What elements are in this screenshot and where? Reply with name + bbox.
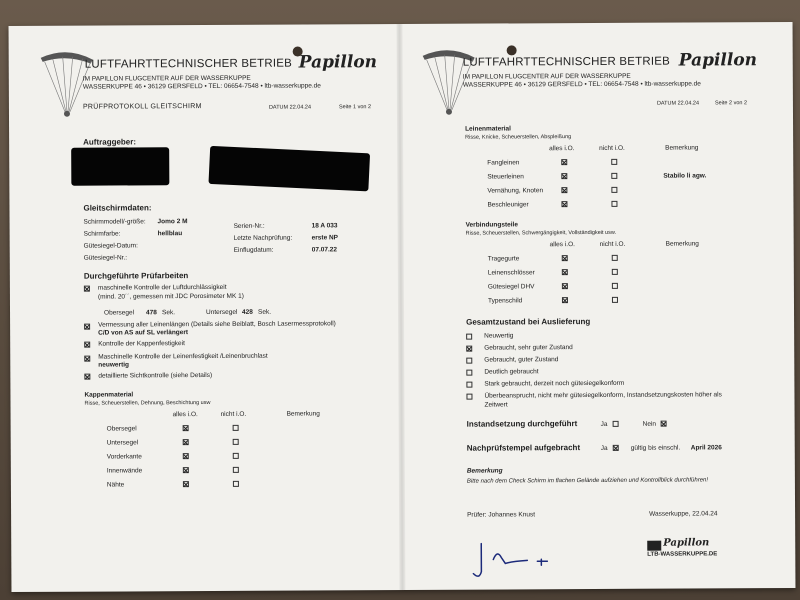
porosity-value: 428 — [242, 308, 253, 316]
field-label: Gütesiegel-Nr.: — [83, 254, 128, 262]
column-header: nicht i.O. — [599, 144, 625, 152]
zustand-checkbox[interactable] — [466, 334, 472, 340]
check-note: neuwertig — [98, 361, 130, 369]
row-label: Obersegel — [106, 425, 137, 433]
nein-checkbox[interactable] — [661, 421, 667, 427]
check-note: C/D von AS auf SL verlängert — [98, 329, 189, 337]
column-header: alles i.O. — [549, 145, 575, 153]
zustand-label: Neuwertig — [484, 332, 514, 340]
nok-checkbox[interactable] — [233, 439, 239, 445]
page-number: Seite 1 von 2 — [338, 104, 372, 111]
nok-checkbox[interactable] — [611, 201, 617, 207]
row-label: Steuerleinen — [487, 173, 524, 181]
ok-checkbox[interactable] — [562, 255, 568, 261]
check-box[interactable] — [84, 374, 90, 380]
pruefer: Prüfer: Johannes Knust — [467, 511, 536, 519]
nok-checkbox[interactable] — [612, 297, 618, 303]
row-label: Tragegurte — [487, 255, 520, 263]
redaction — [71, 147, 169, 186]
zustand-label: Stark gebraucht, derzeit noch gütesiegelkonform — [484, 379, 625, 388]
ok-checkbox[interactable] — [561, 159, 567, 165]
check-label: Kontrolle der Kappenfestigkeit — [98, 340, 185, 348]
nok-checkbox[interactable] — [233, 481, 239, 487]
verbindung-title: Verbindungsteile — [465, 221, 518, 229]
nein-label: Nein — [642, 420, 657, 428]
nok-checkbox[interactable] — [233, 425, 239, 431]
address-line: WASSERKUPPE 46 • 36129 GERSFELD • TEL: 06654-7548 • ltb-wasserkuppe.de — [462, 80, 701, 89]
row-label: Typenschild — [487, 297, 523, 305]
ok-checkbox[interactable] — [183, 439, 189, 445]
column-header: nicht i.O. — [220, 410, 247, 418]
page-2 — [401, 22, 784, 590]
zustand-label: Gebraucht, guter Zustand — [484, 356, 559, 364]
row-label: Beschleuniger — [487, 201, 529, 209]
column-header: Bemerkung — [286, 410, 320, 418]
ok-checkbox[interactable] — [183, 467, 189, 473]
column-header: nicht i.O. — [599, 240, 626, 248]
company-name: LUFTFAHRTTECHNISCHER BETRIEB — [462, 55, 671, 69]
zustand-checkbox[interactable] — [466, 358, 472, 364]
field-label: Gütesiegel-Datum: — [83, 242, 138, 250]
ok-checkbox[interactable] — [562, 283, 568, 289]
zustand-title: Gesamtzustand bei Auslieferung — [466, 317, 591, 327]
ok-checkbox[interactable] — [561, 201, 567, 207]
papillon-logo: Papillon — [678, 50, 758, 71]
nok-checkbox[interactable] — [233, 467, 239, 473]
ja-checkbox[interactable] — [613, 445, 619, 451]
address-line: WASSERKUPPE 46 • 36129 GERSFELD • TEL: 06654-7548 • ltb-wasserkuppe.de — [82, 82, 321, 91]
ja-label: Ja — [600, 444, 608, 452]
ok-checkbox[interactable] — [183, 425, 189, 431]
ok-checkbox[interactable] — [562, 269, 568, 275]
valid-until-label: gültig bis einschl. — [630, 444, 681, 452]
ok-checkbox[interactable] — [562, 297, 568, 303]
date-label: DATUM 22.04.24 — [656, 100, 700, 107]
redaction — [208, 146, 370, 191]
zustand-checkbox[interactable] — [466, 346, 472, 352]
check-label: (mind. 20´´, gemessen mit JDC Porosimeter MK 1) — [97, 292, 244, 301]
nok-checkbox[interactable] — [233, 453, 239, 459]
nok-checkbox[interactable] — [612, 255, 618, 261]
gleitschirmdaten-title: Gleitschirmdaten: — [83, 203, 152, 213]
stamp-logo: Papillon — [663, 537, 710, 549]
inspection-sheet — [9, 22, 796, 592]
stamp-url: LTB-WASSERKUPPE.DE — [647, 551, 718, 558]
address-line: IM PAPILLON FLUGCENTER AUF DER WASSERKUPPE — [82, 74, 251, 83]
field-label: Serien-Nr.: — [233, 222, 265, 230]
row-label: Vorderkante — [106, 453, 142, 461]
page-1 — [9, 24, 392, 592]
signature — [467, 535, 567, 586]
porosity-unit: Sek. — [258, 308, 272, 316]
porosity-unit: Sek. — [162, 309, 176, 317]
ort-datum: Wasserkuppe, 22.04.24 — [649, 510, 718, 518]
leinen-title: Leinenmaterial — [465, 125, 511, 133]
row-label: Vernähung, Knoten — [487, 187, 544, 195]
page-number: Seite 2 von 2 — [714, 100, 748, 107]
check-label: Vermessung aller Leinenlängen (Details siehe Beiblatt, Bosch Lasermessprotokoll) — [98, 320, 336, 329]
check-box[interactable] — [84, 324, 90, 330]
ok-checkbox[interactable] — [561, 173, 567, 179]
field-value: Jomo 2 M — [157, 218, 188, 226]
check-box[interactable] — [84, 356, 90, 362]
check-box[interactable] — [84, 342, 90, 348]
verbindung-subtitle: Risse, Scheuerstellen, Schwergängigkeit, Vollständigkeit usw. — [465, 229, 617, 237]
stempel-label: Nachprüfstempel aufgebracht — [466, 443, 581, 453]
field-label: Letzte Nachprüfung: — [233, 234, 293, 242]
pruefarbeiten-title: Durchgeführte Prüfarbeiten — [83, 271, 189, 281]
porosity-label: Obersegel — [104, 309, 135, 317]
check-label: Maschinelle Kontrolle der Leinenfestigkeit /Leinenbruchlast — [98, 352, 268, 361]
nok-checkbox[interactable] — [611, 187, 617, 193]
porosity-value: 478 — [146, 309, 157, 317]
protocol-title: PRÜFPROTOKOLL GLEITSCHIRM — [82, 103, 202, 111]
column-header: Bemerkung — [665, 144, 699, 152]
zustand-checkbox[interactable] — [466, 382, 472, 388]
papillon-logo: Papillon — [298, 52, 378, 73]
remark-value: Stabilo li agw. — [663, 172, 707, 180]
instandsetzung-label: Instandsetzung durchgeführt — [466, 419, 578, 429]
bemerkung-text: Bitte nach dem Check Schirm im flachen Gelände aufziehen und Kontrollblick durchführen! — [466, 477, 709, 485]
stamp-block-icon — [647, 541, 661, 551]
row-label: Nähte — [106, 481, 125, 489]
column-header: alles i.O. — [549, 241, 575, 249]
zustand-label: Deutlich gebraucht — [484, 368, 539, 376]
kappen-title: Kappenmaterial — [84, 391, 134, 399]
field-value: hellblau — [157, 230, 183, 238]
porosity-label: Untersegel — [206, 308, 238, 317]
ok-checkbox[interactable] — [561, 187, 567, 193]
check-label: maschinelle Kontrolle der Luftdurchlässigkeit — [97, 283, 227, 292]
nok-checkbox[interactable] — [611, 159, 617, 165]
ok-checkbox[interactable] — [183, 453, 189, 459]
row-label: Gütesiegel DHV — [487, 283, 535, 291]
field-value: 07.07.22 — [311, 246, 338, 254]
zustand-checkbox[interactable] — [466, 394, 472, 400]
ja-checkbox[interactable] — [613, 421, 619, 427]
field-value: 18 A 033 — [311, 222, 338, 230]
row-label: Fangleinen — [487, 159, 520, 167]
check-label: detaillierte Sichtkontrolle (siehe Details) — [98, 371, 213, 380]
ltb-stamp — [647, 537, 727, 562]
address-line: IM PAPILLON FLUGCENTER AUF DER WASSERKUPPE — [462, 72, 631, 81]
zustand-checkbox[interactable] — [466, 370, 472, 376]
field-label: Schirmfarbe: — [83, 230, 121, 238]
row-label: Leinenschlösser — [487, 269, 535, 277]
check-box[interactable] — [84, 286, 90, 292]
zustand-label: Gebraucht, sehr guter Zustand — [484, 344, 573, 352]
auftraggeber-label: Auftraggeber: — [83, 137, 137, 147]
zustand-label: Zeitwert — [484, 401, 508, 409]
kappen-subtitle: Risse, Scheuerstellen, Dehnung, Beschichtung usw — [84, 400, 211, 407]
bemerkung-title: Bemerkung — [466, 467, 503, 475]
leinen-subtitle: Risse, Knicke, Scheuerstellen, Abspleißung — [465, 134, 572, 141]
row-label: Untersegel — [106, 439, 139, 447]
ja-label: Ja — [600, 420, 608, 428]
field-value: erste NP — [311, 234, 339, 242]
nok-checkbox[interactable] — [611, 173, 617, 179]
column-header: alles i.O. — [172, 411, 198, 419]
nok-checkbox[interactable] — [612, 283, 618, 289]
company-name: LUFTFAHRTTECHNISCHER BETRIEB — [84, 57, 293, 71]
nok-checkbox[interactable] — [612, 269, 618, 275]
valid-until-value: April 2026 — [690, 444, 722, 452]
row-label: Innenwände — [106, 467, 143, 475]
ok-checkbox[interactable] — [183, 481, 189, 487]
date-label: DATUM 22.04.24 — [268, 104, 312, 111]
zustand-label: Überbeansprucht, nicht mehr gütesiegelkonform, Instandsetzungskosten höher als — [484, 391, 722, 400]
field-label: Schirmmodell/-größe: — [83, 218, 146, 226]
field-label: Einflugdatum: — [233, 246, 274, 254]
column-header: Bemerkung — [665, 240, 699, 248]
